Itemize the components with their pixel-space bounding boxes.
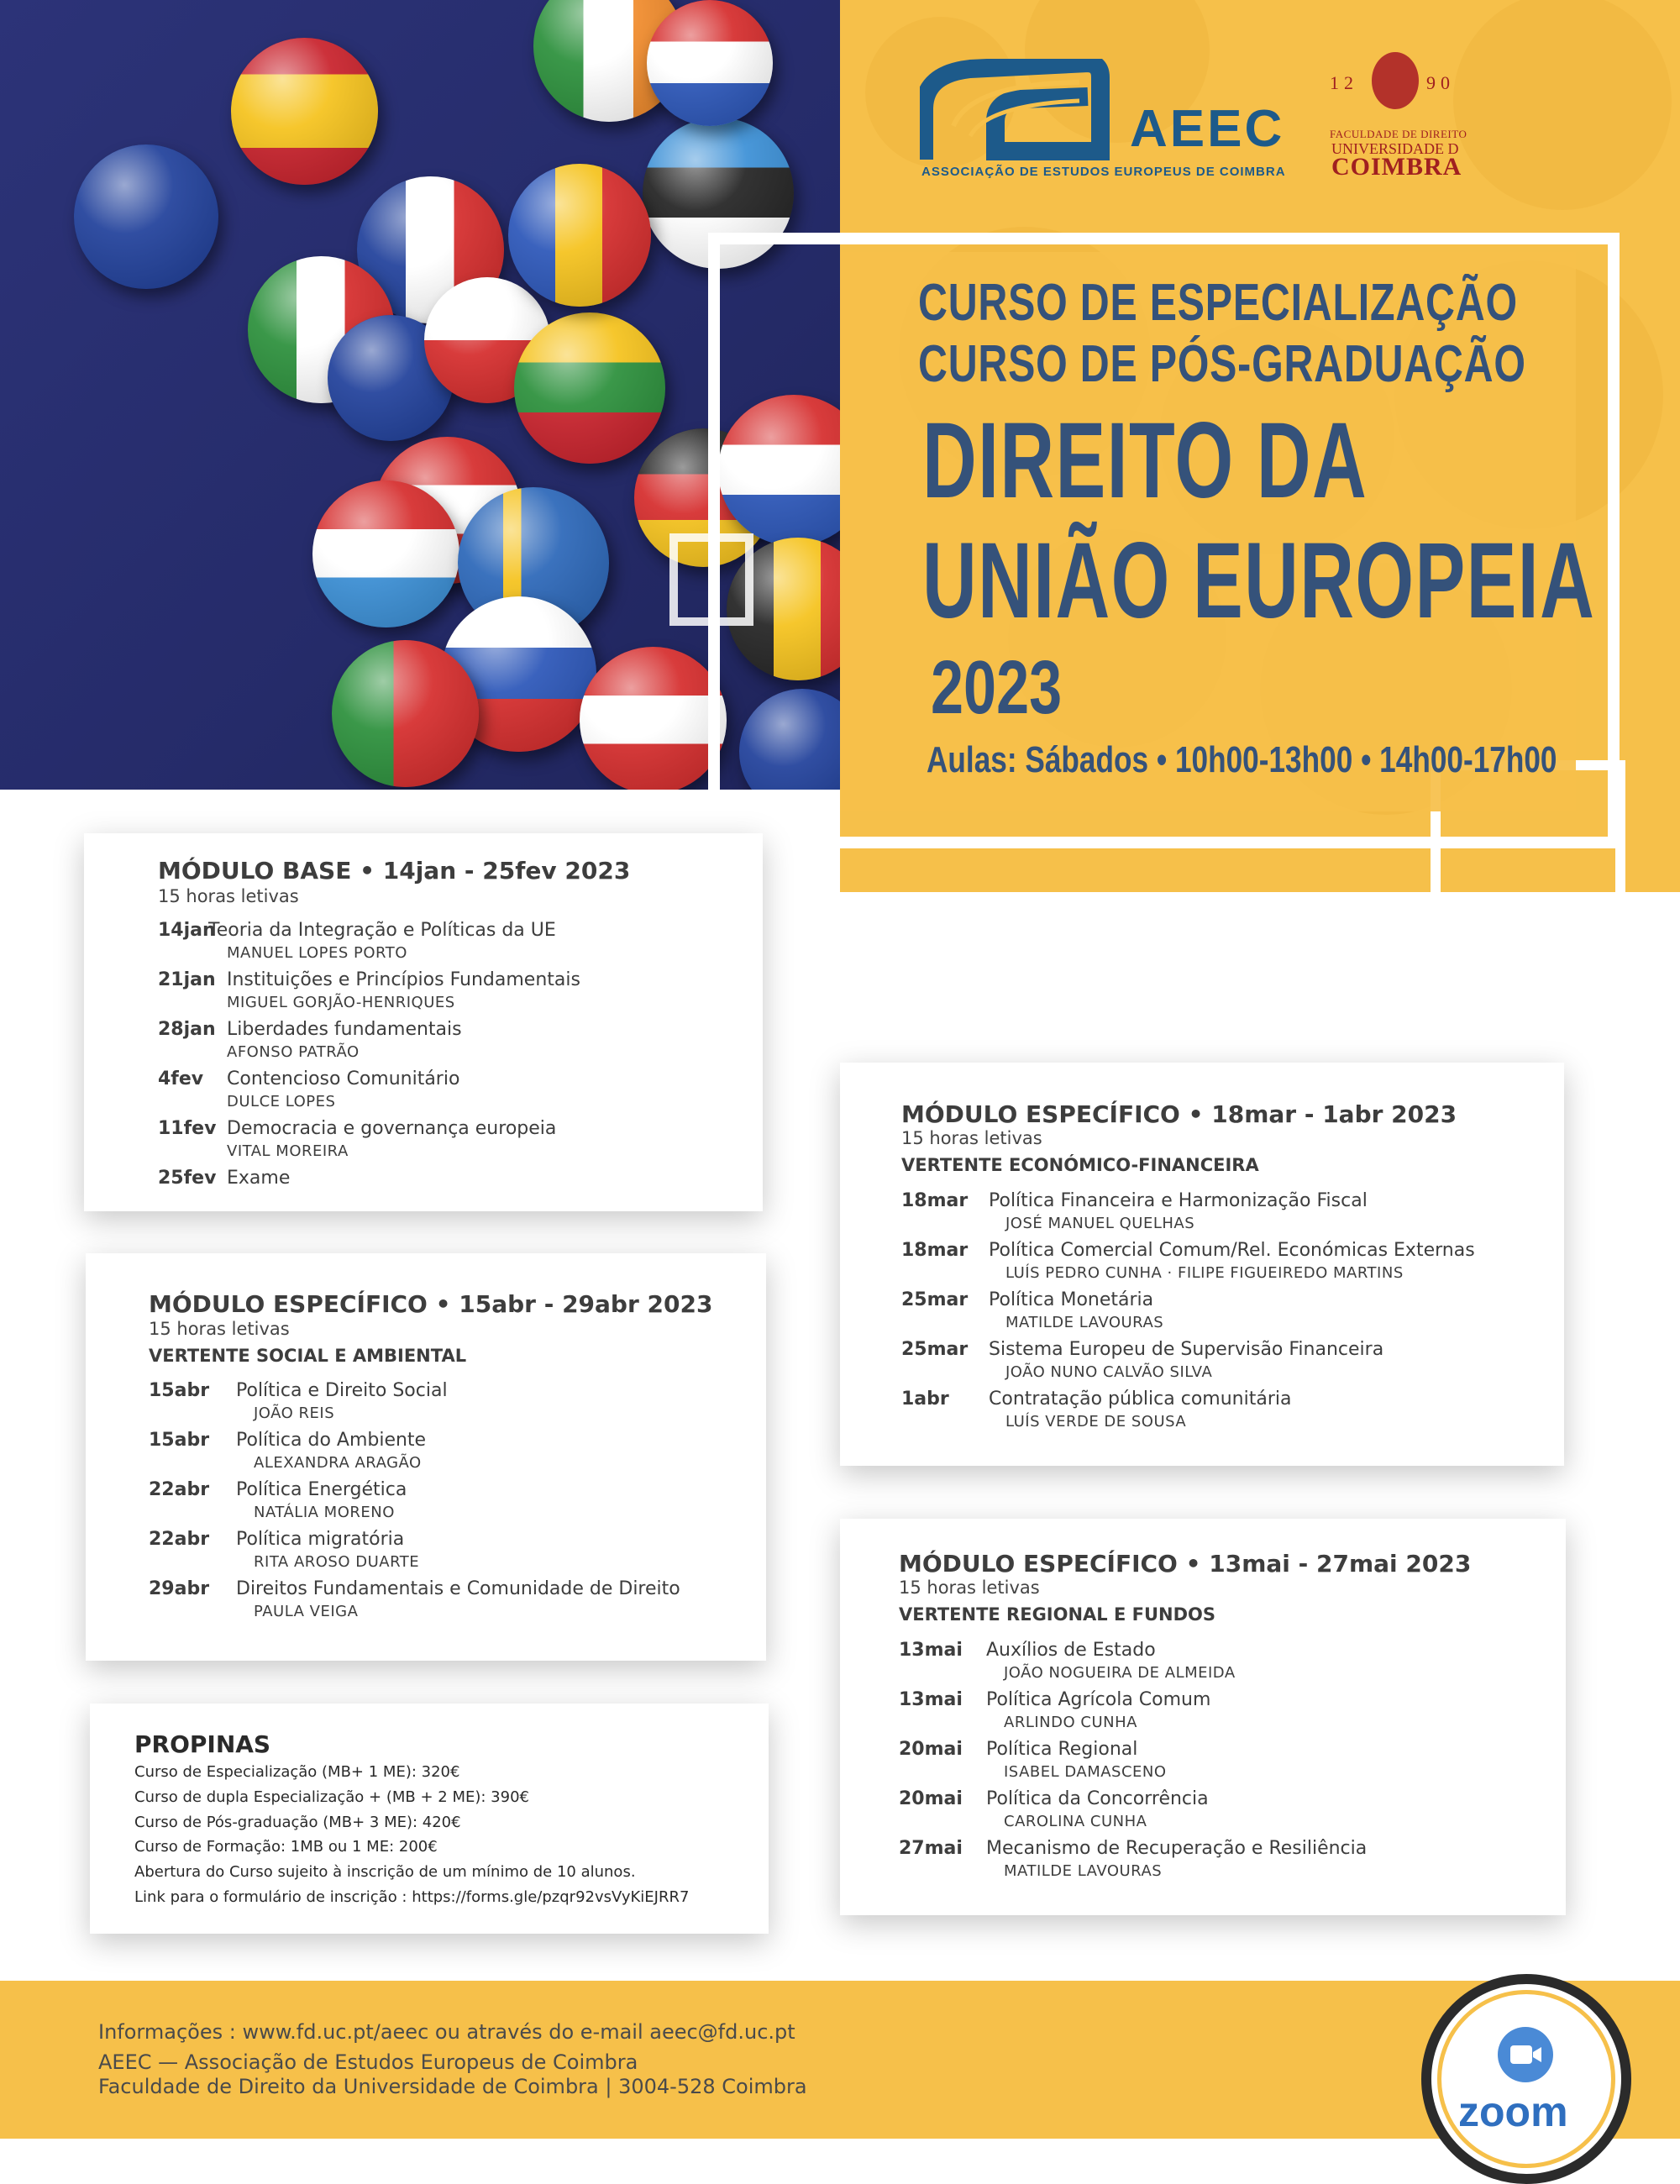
aeec-full-name: ASSOCIAÇÃO DE ESTUDOS EUROPEUS DE COIMBRA [921, 165, 1286, 179]
session-teacher: DULCE LOPES [227, 1093, 336, 1110]
session-date: 1abr [901, 1389, 949, 1410]
session-teacher: CAROLINA CUNHA [1004, 1813, 1147, 1830]
uc-city: COIMBRA [1331, 153, 1462, 181]
footer-association: AEEC — Associação de Estudos Europeus de Coimbra [98, 2050, 638, 2074]
module-hours: 15 horas letivas [901, 1128, 1042, 1148]
module-title: MÓDULO BASE • 14jan - 25fev 2023 [158, 857, 631, 885]
session-topic: Política Monetária [989, 1289, 1154, 1310]
module-title: MÓDULO ESPECÍFICO • 13mai - 27mai 2023 [899, 1550, 1472, 1578]
session-topic: Política Energética [236, 1479, 407, 1500]
session-teacher: ALEXANDRA ARAGÃO [254, 1454, 422, 1472]
module-hours: 15 horas letivas [158, 886, 299, 906]
session-topic: Democracia e governança europeia [227, 1118, 557, 1139]
uc-year-right: 90 [1426, 72, 1455, 93]
session-topic: Política da Concorrência [986, 1788, 1209, 1809]
session-teacher: MANUEL LOPES PORTO [227, 944, 407, 962]
session-teacher: JOÃO REIS [254, 1404, 335, 1422]
module-title: MÓDULO ESPECÍFICO • 15abr - 29abr 2023 [149, 1290, 713, 1318]
session-date: 13mai [899, 1689, 963, 1710]
session-date: 25fev [158, 1168, 217, 1189]
session-topic: Liberdades fundamentais [227, 1019, 462, 1040]
uc-faculty: FACULDADE DE DIREITO [1330, 128, 1467, 140]
session-date: 11fev [158, 1118, 217, 1139]
propinas-line: Curso de Pós-graduação (MB+ 3 ME): 420€ [134, 1814, 461, 1831]
croatia-flag-badge [647, 0, 773, 126]
propinas-line: Curso de Formação: 1MB ou 1 ME: 200€ [134, 1838, 438, 1856]
session-topic: Exame [227, 1168, 291, 1189]
registration-link[interactable]: Link para o formulário de inscrição : https://forms.gle/pzqr92vsVyKiEJRR7 [134, 1888, 690, 1906]
session-date: 13mai [899, 1640, 963, 1661]
session-date: 21jan [158, 969, 216, 990]
session-teacher: MIGUEL GORJÃO-HENRIQUES [227, 994, 455, 1011]
session-teacher: LUÍS VERDE DE SOUSA [1005, 1413, 1187, 1431]
propinas-line: Abertura do Curso sujeito à inscrição de um mínimo de 10 alunos. [134, 1863, 636, 1881]
session-teacher: JOSÉ MANUEL QUELHAS [1005, 1215, 1195, 1232]
session-topic: Teoria da Integração e Políticas da UE [208, 920, 556, 941]
session-date: 15abr [149, 1380, 210, 1401]
course-year: 2023 [931, 646, 1063, 730]
session-topic: Política Regional [986, 1739, 1138, 1760]
session-teacher: NATÁLIA MORENO [254, 1504, 395, 1521]
zoom-logo-text: zoom [1458, 2088, 1568, 2135]
propinas-line: Curso de Especialização (MB+ 1 ME): 320€ [134, 1763, 460, 1781]
session-date: 20mai [899, 1788, 963, 1809]
module-title: MÓDULO ESPECÍFICO • 18mar - 1abr 2023 [901, 1100, 1457, 1128]
session-topic: Política Financeira e Harmonização Fiscal [989, 1190, 1368, 1211]
session-date: 4fev [158, 1068, 204, 1089]
propinas-title: PROPINAS [134, 1730, 271, 1758]
module-vertente: VERTENTE ECONÓMICO-FINANCEIRA [901, 1155, 1259, 1175]
footer-faculty: Faculdade de Direito da Universidade de Coimbra | 3004-528 Coimbra [98, 2075, 807, 2098]
session-topic: Política e Direito Social [236, 1380, 448, 1401]
session-topic: Política Comercial Comum/Rel. Económicas Externas [989, 1240, 1475, 1261]
session-topic: Auxílios de Estado [986, 1640, 1156, 1661]
spain-flag-badge [231, 38, 378, 185]
zoom-camera-icon [1498, 2027, 1553, 2082]
session-date: 20mai [899, 1739, 963, 1760]
session-date: 25mar [901, 1339, 969, 1360]
propinas-line: Curso de dupla Especialização + (MB + 2 ME): 390€ [134, 1788, 529, 1806]
session-teacher: JOÃO NOGUEIRA DE ALMEIDA [1004, 1664, 1236, 1682]
session-date: 14jan [158, 920, 216, 941]
session-topic: Contencioso Comunitário [227, 1068, 460, 1089]
page-title-line2: UNIÃO EUROPEIA [922, 521, 1596, 641]
session-date: 15abr [149, 1430, 210, 1451]
session-teacher: ISABEL DAMASCENO [1004, 1763, 1167, 1781]
session-teacher: ARLINDO CUNHA [1004, 1714, 1137, 1731]
session-topic: Mecanismo de Recuperação e Resiliência [986, 1838, 1368, 1859]
frame-small-left [669, 533, 753, 626]
session-teacher: AFONSO PATRÃO [227, 1043, 360, 1061]
class-schedule: Aulas: Sábados • 10h00-13h00 • 14h00-17h00 [927, 739, 1557, 780]
austria-flag-badge-2 [580, 647, 727, 790]
session-date: 18mar [901, 1190, 969, 1211]
portugal-flag-badge [332, 640, 479, 787]
session-topic: Política Agrícola Comum [986, 1689, 1211, 1710]
module-vertente: VERTENTE REGIONAL E FUNDOS [899, 1604, 1216, 1625]
session-teacher: MATILDE LAVOURAS [1005, 1314, 1164, 1331]
module-hours: 15 horas letivas [149, 1319, 290, 1339]
session-date: 25mar [901, 1289, 969, 1310]
session-topic: Política do Ambiente [236, 1430, 427, 1451]
romania-flag-badge [508, 164, 651, 307]
session-topic: Contratação pública comunitária [989, 1389, 1292, 1410]
module-hours: 15 horas letivas [899, 1578, 1040, 1598]
heading-especializacao: CURSO DE ESPECIALIZAÇÃO [918, 274, 1518, 332]
session-date: 22abr [149, 1479, 210, 1500]
aeec-name: AEEC [1130, 100, 1285, 158]
session-topic: Política migratória [236, 1529, 405, 1550]
module-vertente: VERTENTE SOCIAL E AMBIENTAL [149, 1346, 467, 1366]
session-teacher: RITA AROSO DUARTE [254, 1553, 420, 1571]
session-teacher: JOÃO NUNO CALVÃO SILVA [1005, 1363, 1213, 1381]
heading-pos-graduacao: CURSO DE PÓS-GRADUAÇÃO [918, 335, 1526, 393]
uc-year-left: 12 [1330, 72, 1358, 93]
session-date: 22abr [149, 1529, 210, 1550]
session-date: 29abr [149, 1578, 210, 1599]
uc-university: UNIVERSIDADE D [1331, 140, 1459, 157]
lithuania-flag-badge [514, 312, 665, 464]
session-topic: Sistema Europeu de Supervisão Financeira [989, 1339, 1384, 1360]
luxembourg-flag-badge [312, 480, 459, 627]
session-teacher: PAULA VEIGA [254, 1603, 359, 1620]
session-teacher: VITAL MOREIRA [227, 1142, 349, 1160]
footer-info[interactable]: Informações : www.fd.uc.pt/aeec ou através do e-mail aeec@fd.uc.pt [98, 2020, 795, 2044]
eu-flag-badge [74, 144, 218, 289]
session-date: 18mar [901, 1240, 969, 1261]
session-topic: Direitos Fundamentais e Comunidade de Direito [236, 1578, 680, 1599]
session-date: 28jan [158, 1019, 216, 1040]
session-teacher: MATILDE LAVOURAS [1004, 1862, 1163, 1880]
session-teacher: LUÍS PEDRO CUNHA · FILIPE FIGUEIREDO MARTINS [1005, 1264, 1404, 1282]
page-title-line1: DIREITO DA [922, 401, 1368, 521]
university-seal-icon [1372, 52, 1419, 109]
session-date: 27mai [899, 1838, 963, 1859]
session-topic: Instituições e Princípios Fundamentais [227, 969, 580, 990]
